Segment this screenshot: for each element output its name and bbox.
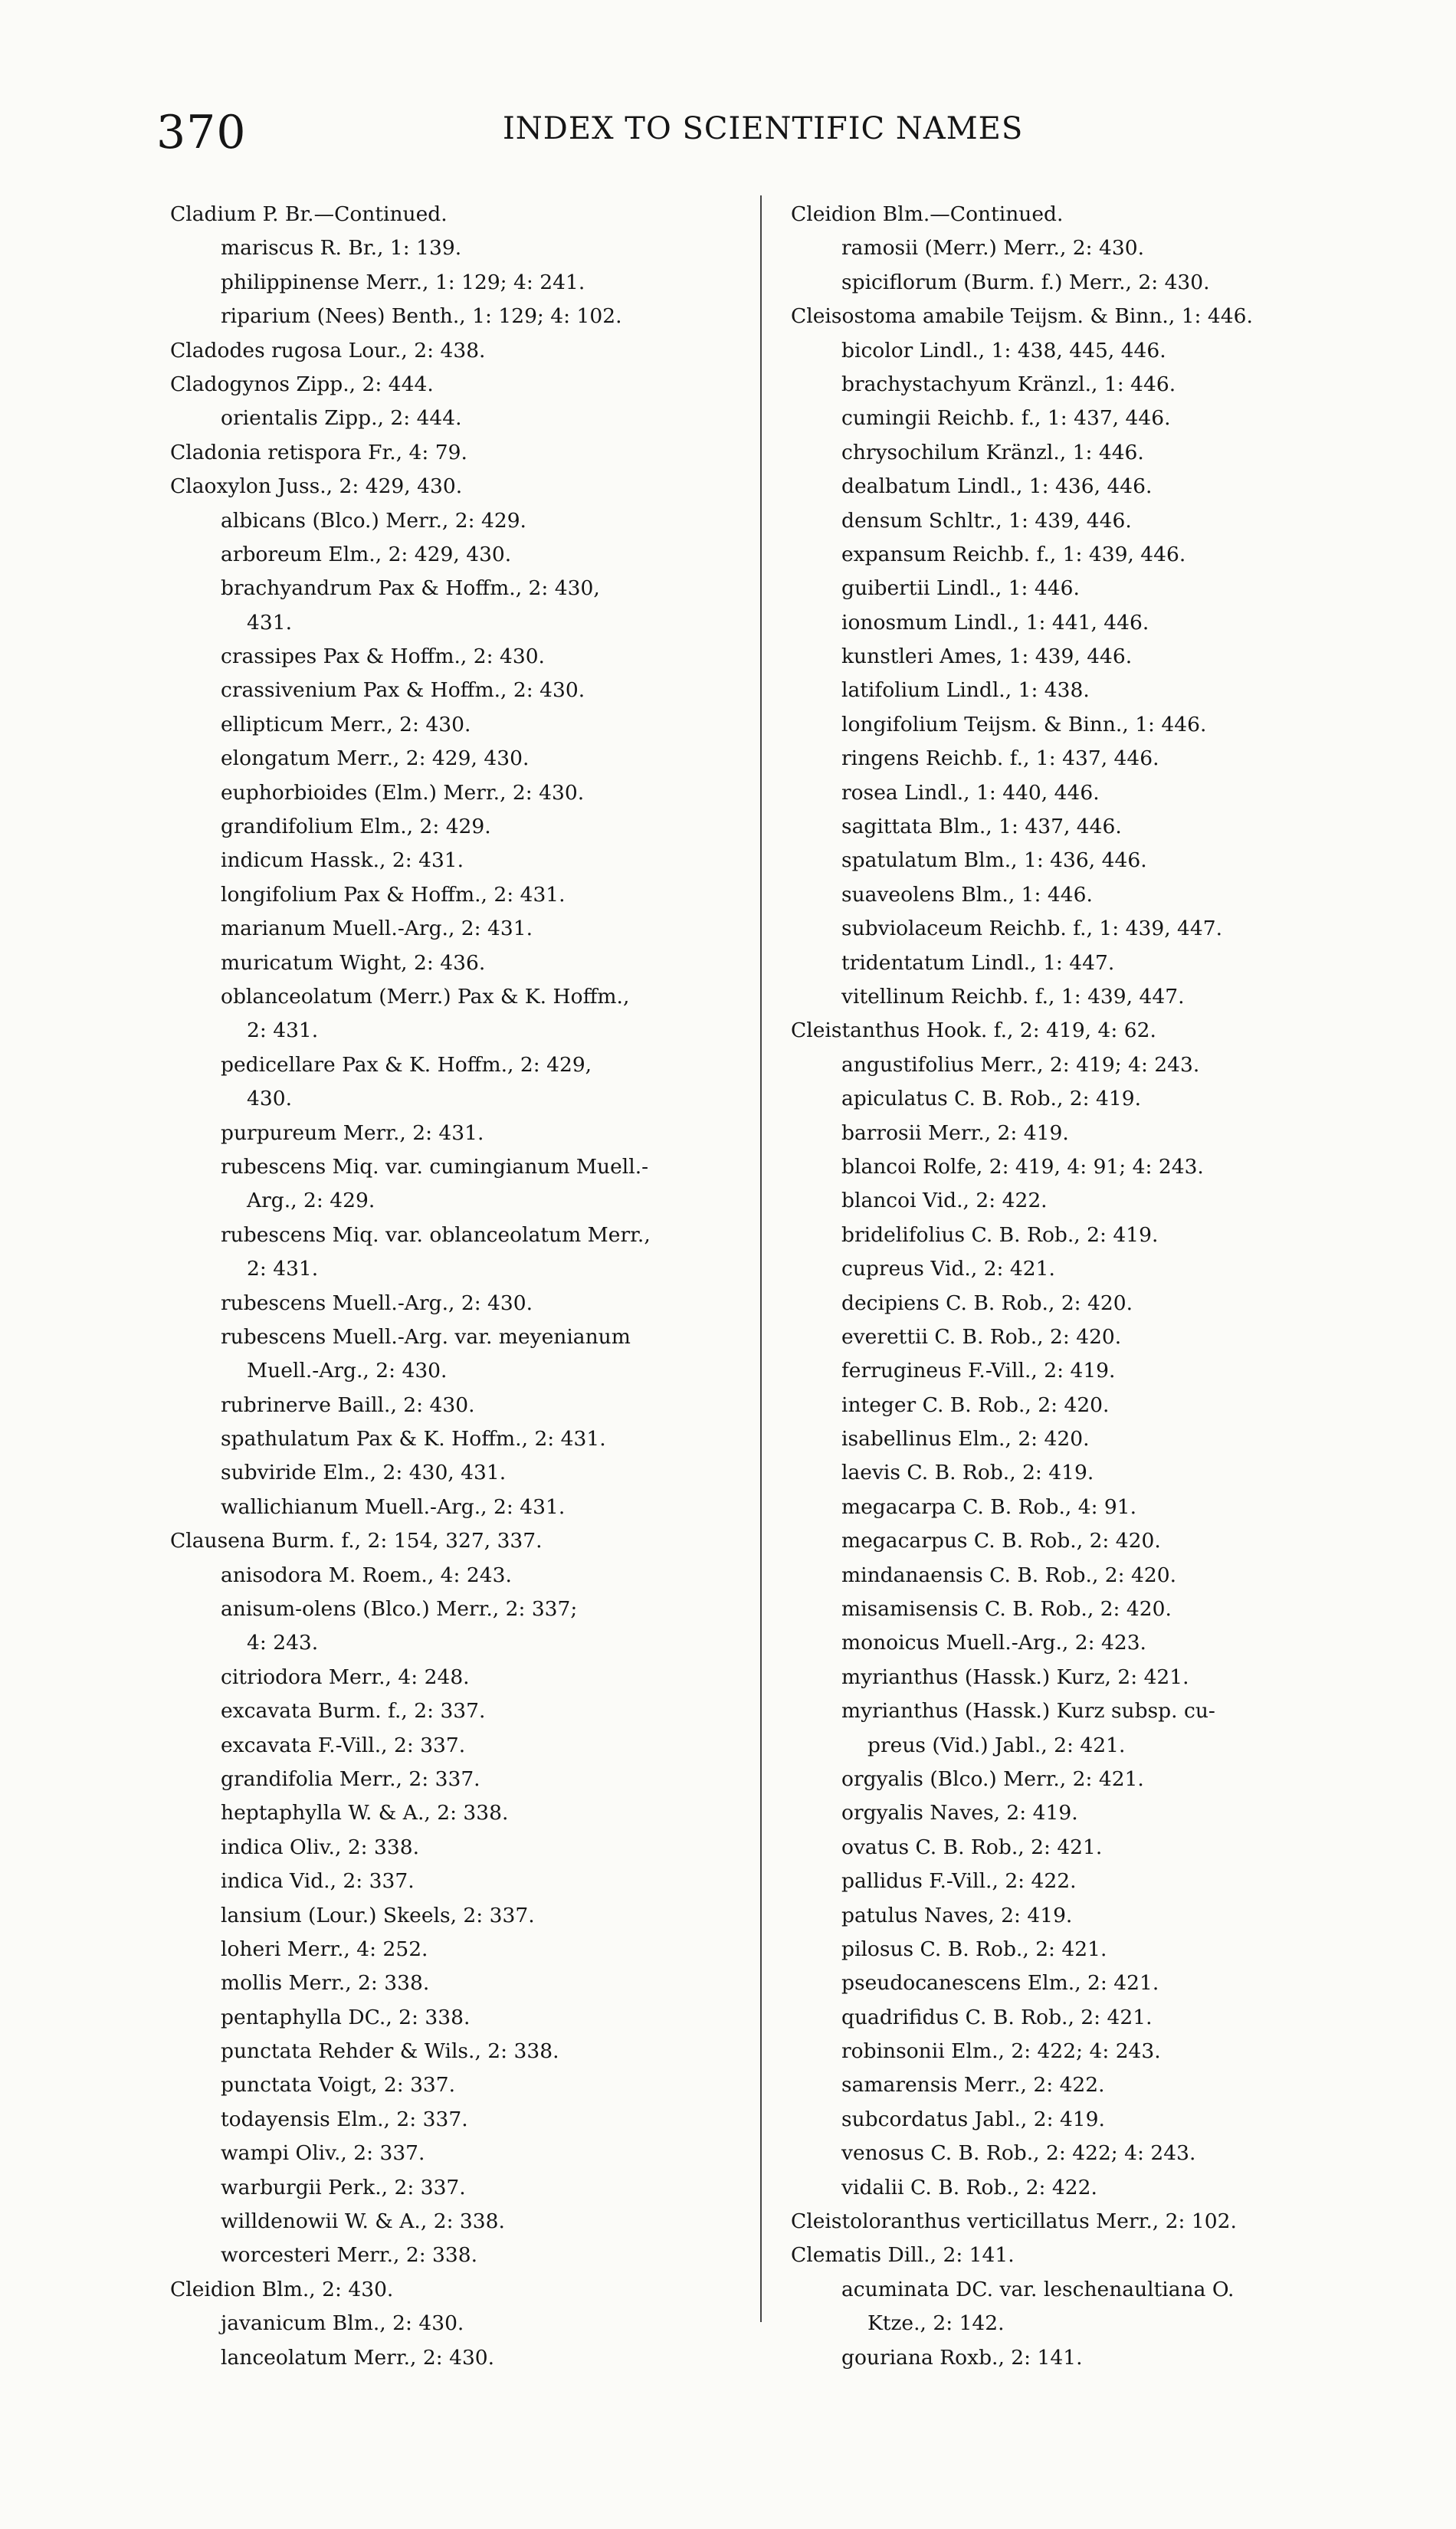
index-entry-species: cupreus Vid., 2: 421. — [841, 1257, 1055, 1281]
index-entry-species: acuminata DC. var. leschenaultiana O. — [841, 2277, 1235, 2301]
index-entry-species: willdenowii W. & A., 2: 338. — [221, 2209, 505, 2234]
index-entry-species: lanceolatum Merr., 2: 430. — [221, 2345, 495, 2370]
index-entry-genus: Cleistanthus Hook. f., 2: 419, 4: 62. — [791, 1018, 1156, 1043]
index-entry-species: blancoi Vid., 2: 422. — [841, 1189, 1048, 1213]
index-entry-continuation: Arg., 2: 429. — [247, 1189, 375, 1213]
index-entry-species: lansium (Lour.) Skeels, 2: 337. — [221, 1903, 535, 1927]
index-entry-species: marianum Muell.-Arg., 2: 431. — [221, 917, 533, 941]
index-entry-species: misamisensis C. B. Rob., 2: 420. — [841, 1597, 1172, 1622]
index-entry-species: riparium (Nees) Benth., 1: 129; 4: 102. — [221, 304, 622, 329]
index-entry-species: oblanceolatum (Merr.) Pax & K. Hoffm., — [221, 984, 630, 1009]
index-entry-species: ellipticum Merr., 2: 430. — [221, 712, 471, 736]
index-entry-species: punctata Voigt, 2: 337. — [221, 2073, 456, 2098]
index-entry-genus: Cleistoloranthus verticillatus Merr., 2: 102. — [791, 2209, 1237, 2234]
index-entry-species: tridentatum Lindl., 1: 447. — [841, 950, 1115, 975]
index-column-left — [170, 198, 737, 2375]
index-entry-species: brachyandrum Pax & Hoffm., 2: 430, — [221, 576, 600, 601]
index-entry-species: gouriana Roxb., 2: 141. — [841, 2345, 1083, 2370]
index-entry-species: indica Oliv., 2: 338. — [221, 1835, 420, 1859]
index-entry-species: latifolium Lindl., 1: 438. — [841, 678, 1090, 703]
index-entry-species: pallidus F.-Vill., 2: 422. — [841, 1869, 1077, 1894]
index-entry-species: bicolor Lindl., 1: 438, 445, 446. — [841, 338, 1166, 362]
index-entry-species: samarensis Merr., 2: 422. — [841, 2073, 1105, 2098]
index-entry-species: grandifolium Elm., 2: 429. — [221, 815, 491, 839]
index-entry-species: venosus C. B. Rob., 2: 422; 4: 243. — [841, 2141, 1196, 2166]
index-entry-species: orgyalis Naves, 2: 419. — [841, 1801, 1078, 1825]
index-entry-species: everettii C. B. Rob., 2: 420. — [841, 1324, 1122, 1349]
index-entry-species: crassipes Pax & Hoffm., 2: 430. — [221, 645, 545, 669]
index-entry-species: robinsonii Elm., 2: 422; 4: 243. — [841, 2039, 1161, 2064]
index-entry-species: mariscus R. Br., 1: 139. — [221, 236, 462, 261]
index-entry-species: longifolium Teijsm. & Binn., 1: 446. — [841, 712, 1207, 736]
index-entry-species: rubescens Muell.-Arg., 2: 430. — [221, 1291, 533, 1315]
index-entry-species: worcesteri Merr., 2: 338. — [221, 2243, 478, 2268]
index-entry-species: subcordatus Jabl., 2: 419. — [841, 2107, 1105, 2131]
index-entry-species: orgyalis (Blco.) Merr., 2: 421. — [841, 1766, 1144, 1791]
index-entry-species: wampi Oliv., 2: 337. — [221, 2141, 425, 2166]
index-entry-species: ringens Reichb. f., 1: 437, 446. — [841, 746, 1159, 771]
index-entry-species: loheri Merr., 4: 252. — [221, 1937, 428, 1961]
index-entry-continuation: 4: 243. — [247, 1631, 319, 1655]
index-entry-genus: Cleidion Blm., 2: 430. — [170, 2277, 394, 2301]
index-entry-species: expansum Reichb. f., 1: 439, 446. — [841, 542, 1186, 566]
index-entry-species: chrysochilum Kränzl., 1: 446. — [841, 440, 1144, 464]
index-entry-species: spatulatum Blm., 1: 436, 446. — [841, 848, 1147, 873]
index-entry-continuation: 2: 431. — [247, 1018, 319, 1043]
index-entry-species: subviolaceum Reichb. f., 1: 439, 447. — [841, 917, 1223, 941]
index-entry-species: muricatum Wight, 2: 436. — [221, 950, 486, 975]
index-entry-species: rubrinerve Baill., 2: 430. — [221, 1392, 475, 1417]
index-entry-species: mindanaensis C. B. Rob., 2: 420. — [841, 1563, 1177, 1587]
index-entry-species: laevis C. B. Rob., 2: 419. — [841, 1461, 1094, 1485]
index-entry-species: philippinense Merr., 1: 129; 4: 241. — [221, 270, 585, 294]
index-entry-species: megacarpus C. B. Rob., 2: 420. — [841, 1529, 1161, 1553]
index-entry-species: dealbatum Lindl., 1: 436, 446. — [841, 474, 1153, 499]
index-entry-species: blancoi Rolfe, 2: 419, 4: 91; 4: 243. — [841, 1154, 1204, 1179]
index-entry-species: punctata Rehder & Wils., 2: 338. — [221, 2039, 559, 2064]
index-entry-genus: Cladodes rugosa Lour., 2: 438. — [170, 338, 486, 362]
index-entry-species: pilosus C. B. Rob., 2: 421. — [841, 1937, 1107, 1961]
index-entry-continuation: Muell.-Arg., 2: 430. — [247, 1359, 448, 1383]
index-entry-species: cumingii Reichb. f., 1: 437, 446. — [841, 406, 1171, 431]
index-entry-species: myrianthus (Hassk.) Kurz, 2: 421. — [841, 1665, 1189, 1689]
index-entry-species: spathulatum Pax & K. Hoffm., 2: 431. — [221, 1427, 606, 1451]
index-column-right — [791, 198, 1404, 2375]
index-entry-continuation: 2: 431. — [247, 1257, 319, 1281]
index-entry-species: subviride Elm., 2: 430, 431. — [221, 1461, 507, 1485]
index-entry-genus: Cleidion Blm.—Continued. — [791, 202, 1064, 226]
running-title: INDEX TO SCIENTIFIC NAMES — [503, 111, 1024, 146]
index-entry-species: angustifolius Merr., 2: 419; 4: 243. — [841, 1052, 1200, 1077]
index-entry-species: indicum Hassk., 2: 431. — [221, 848, 464, 873]
index-entry-species: ovatus C. B. Rob., 2: 421. — [841, 1835, 1103, 1859]
index-entry-species: ionosmum Lindl., 1: 441, 446. — [841, 610, 1149, 635]
index-entry-species: patulus Naves, 2: 419. — [841, 1903, 1073, 1927]
index-entry-species: albicans (Blco.) Merr., 2: 429. — [221, 508, 526, 533]
index-entry-species: wallichianum Muell.-Arg., 2: 431. — [221, 1494, 566, 1519]
index-entry-species: vidalii C. B. Rob., 2: 422. — [841, 2175, 1097, 2199]
index-entry-genus: Cladonia retispora Fr., 4: 79. — [170, 440, 467, 464]
index-entry-species: kunstleri Ames, 1: 439, 446. — [841, 645, 1133, 669]
index-entry-species: barrosii Merr., 2: 419. — [841, 1120, 1069, 1145]
index-entry-species: todayensis Elm., 2: 337. — [221, 2107, 468, 2131]
index-entry-species: guibertii Lindl., 1: 446. — [841, 576, 1080, 601]
index-entry-species: anisum-olens (Blco.) Merr., 2: 337; — [221, 1597, 578, 1622]
index-entry-continuation: 430. — [247, 1087, 293, 1111]
index-entry-species: citriodora Merr., 4: 248. — [221, 1665, 470, 1689]
index-entry-species: rubescens Miq. var. oblanceolatum Merr., — [221, 1222, 651, 1247]
index-entry-species: ramosii (Merr.) Merr., 2: 430. — [841, 236, 1145, 261]
index-entry-species: crassivenium Pax & Hoffm., 2: 430. — [221, 678, 585, 703]
index-entry-genus: Clausena Burm. f., 2: 154, 327, 337. — [170, 1529, 543, 1553]
index-entry-species: pedicellare Pax & K. Hoffm., 2: 429, — [221, 1052, 592, 1077]
index-entry-species: rubescens Miq. var. cumingianum Muell.- — [221, 1154, 649, 1179]
index-entry-species: vitellinum Reichb. f., 1: 439, 447. — [841, 984, 1185, 1009]
index-entry-species: megacarpa C. B. Rob., 4: 91. — [841, 1494, 1137, 1519]
index-entry-species: euphorbioides (Elm.) Merr., 2: 430. — [221, 780, 585, 805]
index-entry-species: sagittata Blm., 1: 437, 446. — [841, 815, 1122, 839]
index-entry-species: arboreum Elm., 2: 429, 430. — [221, 542, 512, 566]
index-entry-species: heptaphylla W. & A., 2: 338. — [221, 1801, 509, 1825]
index-entry-species: mollis Merr., 2: 338. — [221, 1971, 430, 1996]
index-entry-species: purpureum Merr., 2: 431. — [221, 1120, 484, 1145]
index-entry-species: excavata Burm. f., 2: 337. — [221, 1699, 486, 1724]
index-entry-continuation: Ktze., 2: 142. — [867, 2311, 1005, 2336]
index-entry-species: myrianthus (Hassk.) Kurz subsp. cu- — [841, 1699, 1215, 1724]
index-entry-genus: Cladogynos Zipp., 2: 444. — [170, 372, 434, 396]
index-entry-species: quadrifidus C. B. Rob., 2: 421. — [841, 2005, 1153, 2029]
index-entry-species: indica Vid., 2: 337. — [221, 1869, 415, 1894]
index-entry-species: pentaphylla DC., 2: 338. — [221, 2005, 471, 2029]
index-entry-species: integer C. B. Rob., 2: 420. — [841, 1392, 1110, 1417]
index-entry-genus: Clematis Dill., 2: 141. — [791, 2243, 1015, 2268]
index-entry-genus: Claoxylon Juss., 2: 429, 430. — [170, 474, 463, 499]
index-entry-species: densum Schltr., 1: 439, 446. — [841, 508, 1132, 533]
index-entry-species: decipiens C. B. Rob., 2: 420. — [841, 1291, 1133, 1315]
index-entry-species: warburgii Perk., 2: 337. — [221, 2175, 466, 2199]
index-entry-species: isabellinus Elm., 2: 420. — [841, 1427, 1090, 1451]
index-entry-species: suaveolens Blm., 1: 446. — [841, 882, 1093, 907]
index-entry-continuation: preus (Vid.) Jabl., 2: 421. — [867, 1733, 1126, 1757]
index-entry-species: anisodora M. Roem., 4: 243. — [221, 1563, 512, 1587]
index-entry-species: bridelifolius C. B. Rob., 2: 419. — [841, 1222, 1159, 1247]
index-entry-continuation: 431. — [247, 610, 293, 635]
index-entry-species: grandifolia Merr., 2: 337. — [221, 1766, 480, 1791]
index-entry-species: monoicus Muell.-Arg., 2: 423. — [841, 1631, 1146, 1655]
index-entry-species: javanicum Blm., 2: 430. — [221, 2311, 464, 2336]
index-entry-species: orientalis Zipp., 2: 444. — [221, 406, 462, 431]
index-entry-genus: Cleisostoma amabile Teijsm. & Binn., 1: 446. — [791, 304, 1253, 329]
index-entry-species: brachystachyum Kränzl., 1: 446. — [841, 372, 1176, 396]
index-entry-species: ferrugineus F.-Vill., 2: 419. — [841, 1359, 1116, 1383]
index-entry-species: apiculatus C. B. Rob., 2: 419. — [841, 1087, 1142, 1111]
index-entry-species: rosea Lindl., 1: 440, 446. — [841, 780, 1100, 805]
index-entry-species: rubescens Muell.-Arg. var. meyenianum — [221, 1324, 631, 1349]
index-entry-species: excavata F.-Vill., 2: 337. — [221, 1733, 466, 1757]
column-divider — [760, 195, 762, 2322]
index-entry-species: elongatum Merr., 2: 429, 430. — [221, 746, 530, 771]
page-number: 370 — [156, 106, 247, 159]
index-entry-genus: Cladium P. Br.—Continued. — [170, 202, 448, 226]
index-entry-species: longifolium Pax & Hoffm., 2: 431. — [221, 882, 566, 907]
index-entry-species: pseudocanescens Elm., 2: 421. — [841, 1971, 1159, 1996]
index-entry-species: spiciflorum (Burm. f.) Merr., 2: 430. — [841, 270, 1210, 294]
